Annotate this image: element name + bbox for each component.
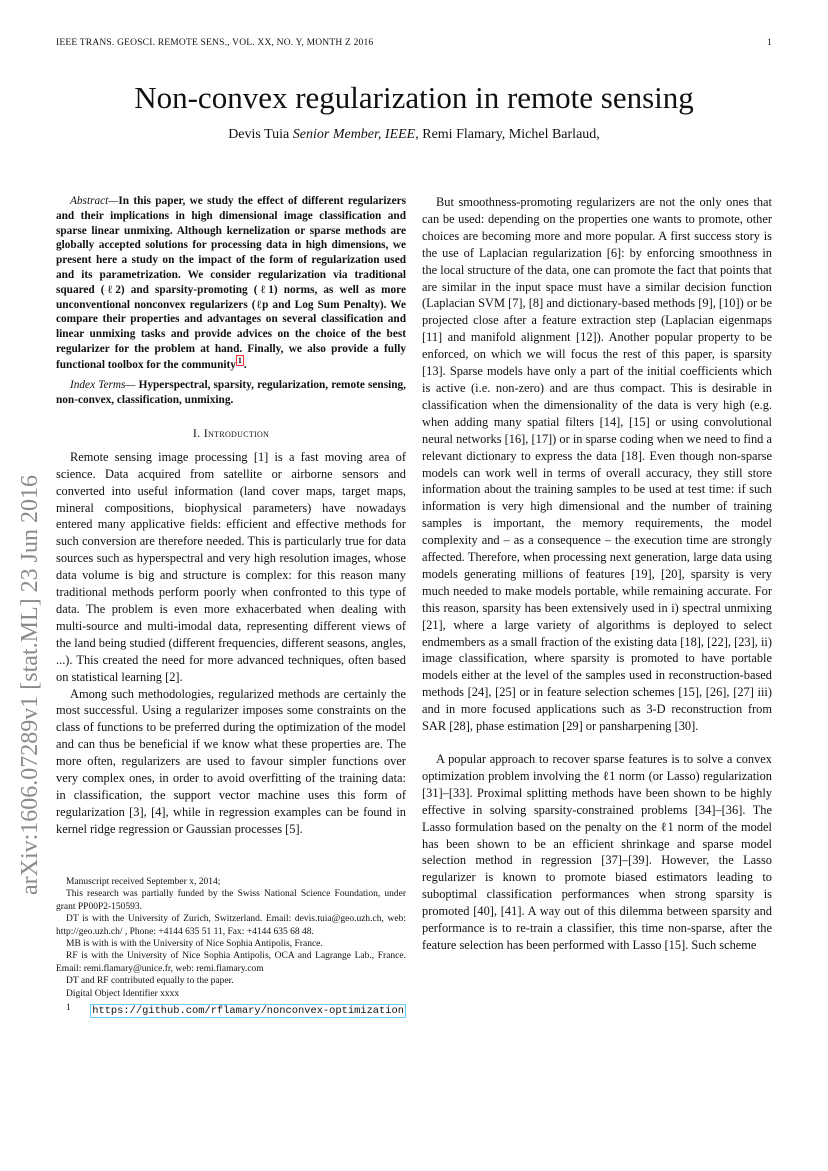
section-number: I. xyxy=(192,425,204,440)
footnote: DT and RF contributed equally to the paper. xyxy=(66,976,234,987)
footnote: MB is with is with the University of Nice Sophia Antipolis, France. xyxy=(66,939,323,950)
paragraph: Among such methodologies, regularized methods are certainly the most successful. Using a regularizer imposes some constraints on the class of functions to be preferred during the optimization of the model and can thus be beneficial if we know what these properties are. The more often, regularizers are used to favour simpler functions over very complex ones, in order to avoid overfitting of the training data: in classification, the support vector machine uses this form of regularization [3], [4], while in regression examples can be found in kernel ridge regression or Gaussian processes [5]. xyxy=(56,686,406,836)
author-first: Devis Tuia xyxy=(228,127,293,142)
right-column xyxy=(422,194,772,954)
section-title: Introduction xyxy=(203,425,270,440)
author-role: Senior Member, IEEE xyxy=(292,127,416,142)
running-header xyxy=(56,38,772,48)
paragraph: Remote sensing image processing [1] is a fast moving area of science. Data acquired from satellite or airborne sensors and converted into useful information (land cover maps, target maps, mineral compositions, biophysical parameters) have nowadays entered many applicative fields: efficient and effective methods for such conversion are therefore needed. This is particularly true for data sources such as hyperspectral and very high resolution images, whose data volume is big and structure is complex: for this reason many traditional methods perform poorly when confronted to this type of data. The problem is even more exhacerbated when dealing with multi-source and multi-imodal data, representing different views of the land being studied (different frequencies, different seasons, angles, ...). This created the need for more advanced techniques, often based on statistical learning [2]. xyxy=(56,449,406,684)
abstract xyxy=(56,194,406,372)
index-terms xyxy=(56,378,406,408)
footnotes xyxy=(56,876,406,1021)
abstract-lead: Abstract— xyxy=(70,195,119,207)
abstract-end: . xyxy=(243,358,247,371)
paragraph: A popular approach to recover sparse features is to solve a convex optimization problem involving the ℓ1 norm (or Lasso) regularization [31]–[33]. Proximal splitting methods have been shown to be highly effective in solving sparsity-constrained problems [34]–[36]. The Lasso formulation based on the penalty on the ℓ1 norm of the model has been shown to be an efficient shrinkage and sparse model selection method in regression [37]–[39]. However, the Lasso regularizer is known to promote biased estimators leading to suboptimal classification performances when strong sparsity is promoted [40], [41]. A way out of this dilemma between sparsity and performance is to re-train a classifier, this time non-sparse, after the feature selection has been performed with Lasso [15]. Such scheme xyxy=(422,752,772,952)
footnote-1 xyxy=(56,1002,406,1021)
footnote-mark: 1 xyxy=(66,1003,71,1014)
paragraph: But smoothness-promoting regularizers are not the only ones that can be used: depending on the properties one wants to promote, other choices are becoming more and more popular. A first success story is the use of Laplacian regularization [6]: by enforcing smoothness in the local structure of the data, one can promote the fact that points that are similar in the input space must have a similar decision function (Laplacian SVM [7], [8] and dictionary-based methods [9], [10]) or be projected close after a feature extraction step (Laplacian eigenmaps [11] and manifold alignment [12]). Another popular property to be enforced, on which we will focus the rest of this paper, is sparsity [13]. Sparse models have only a part of the initial coefficients which is active (i.e. non-zero) and are thus compact. This is desirable in classification when the dimensionality of the data is very high (e.g. when adding many spatial filters [14], [15] or using convolutional neural networks [16], [17]) or in sparse coding when we need to find a relevant dictionary to express the data [18]. Even though non-sparse models can work well in terms of overall accuracy, they still store information about the training samples to be used at test time: if such information is very high dimensional and the number of training samples is important, the memory requirements, the model complexity and – as a consequence – the execution time are strongly affected. Therefore, when processing next generation, large data using models generating millions of features [19], [20], sparsity is very much needed to make models portable, while remaining accurate. For this reason, sparsity has been extensively used in i) spectral unmixing [21], where a large variety of algorithms is deployed to select endmembers as a small fraction of the existing data [18], [22], [23], ii) image classification, where sparsity is promoted to have portable models either at the level of the samples used in reconstruction-based methods [24], [25] or in feature selection schemes [15], [26], [27] iii) and in more focused applications such as 3-D reconstruction from SAR [28], phase estimation [29] or pansharpening [30]. xyxy=(422,195,772,734)
footnote-ref-link[interactable]: 1 xyxy=(237,355,242,365)
journal-header: IEEE TRANS. GEOSCI. REMOTE SENS., VOL. XX, NO. Y, MONTH Z 2016 xyxy=(56,38,374,48)
footnote: Digital Object Identifier xxxx xyxy=(66,988,180,999)
github-link[interactable]: https://github.com/rflamary/nonconvex-optimization xyxy=(92,1005,404,1018)
left-column xyxy=(56,194,406,838)
arxiv-sidebar-id: arXiv:1606.07289v1 [stat.ML] 23 Jun 2016 xyxy=(17,475,43,895)
section-heading-introduction xyxy=(56,425,406,442)
footnote: This research was partially funded by the Swiss National Science Foundation, under grant PP00P2-150593. xyxy=(56,889,406,912)
page-number: 1 xyxy=(767,38,772,48)
footnote: Manuscript received September x, 2014; xyxy=(66,877,221,887)
index-terms-lead: Index Terms— xyxy=(70,379,136,392)
footnote: RF is with the University of Nice Sophia Antipolis, OCA and Lagrange Lab., France. Email: remi.flamary@unice.fr, web: remi.flamary.com xyxy=(56,951,406,974)
abstract-text: In this paper, we study the effect of different regularizers and their implications in high dimensional image classification and sparse linear unmixing. Although kernelization or sparse methods are globally accepted solutions for processing data in high dimensions, we present here a study on the impact of the form of regularization used and its parametrization. We consider regularization via traditional squared (ℓ2) and sparsity-promoting (ℓ1) norms, as well as more unconventional nonconvex regularizers (ℓp and Log Sum Penalty). We compare their properties and advantages on several classification and linear unmixing tasks and provide advices on the choice of the best regularizer for the problem at hand. Finally, we also provide a fully functional toolbox for the community xyxy=(56,195,406,371)
paper-title: Non-convex regularization in remote sensing xyxy=(134,80,694,115)
author-rest: , Remi Flamary, Michel Barlaud, xyxy=(415,127,600,142)
author-list xyxy=(0,127,828,143)
footnote: DT is with the University of Zurich, Switzerland. Email: devis.tuia@geo.uzh.ch, web: http://geo.uzh.ch/ , Phone: +4144 635 51 11, Fax: +4144 635 68 48. xyxy=(56,914,406,937)
index-terms-text: Hyperspectral, sparsity, regularization, remote sensing, non-convex, classification, unmixing. xyxy=(56,379,406,407)
